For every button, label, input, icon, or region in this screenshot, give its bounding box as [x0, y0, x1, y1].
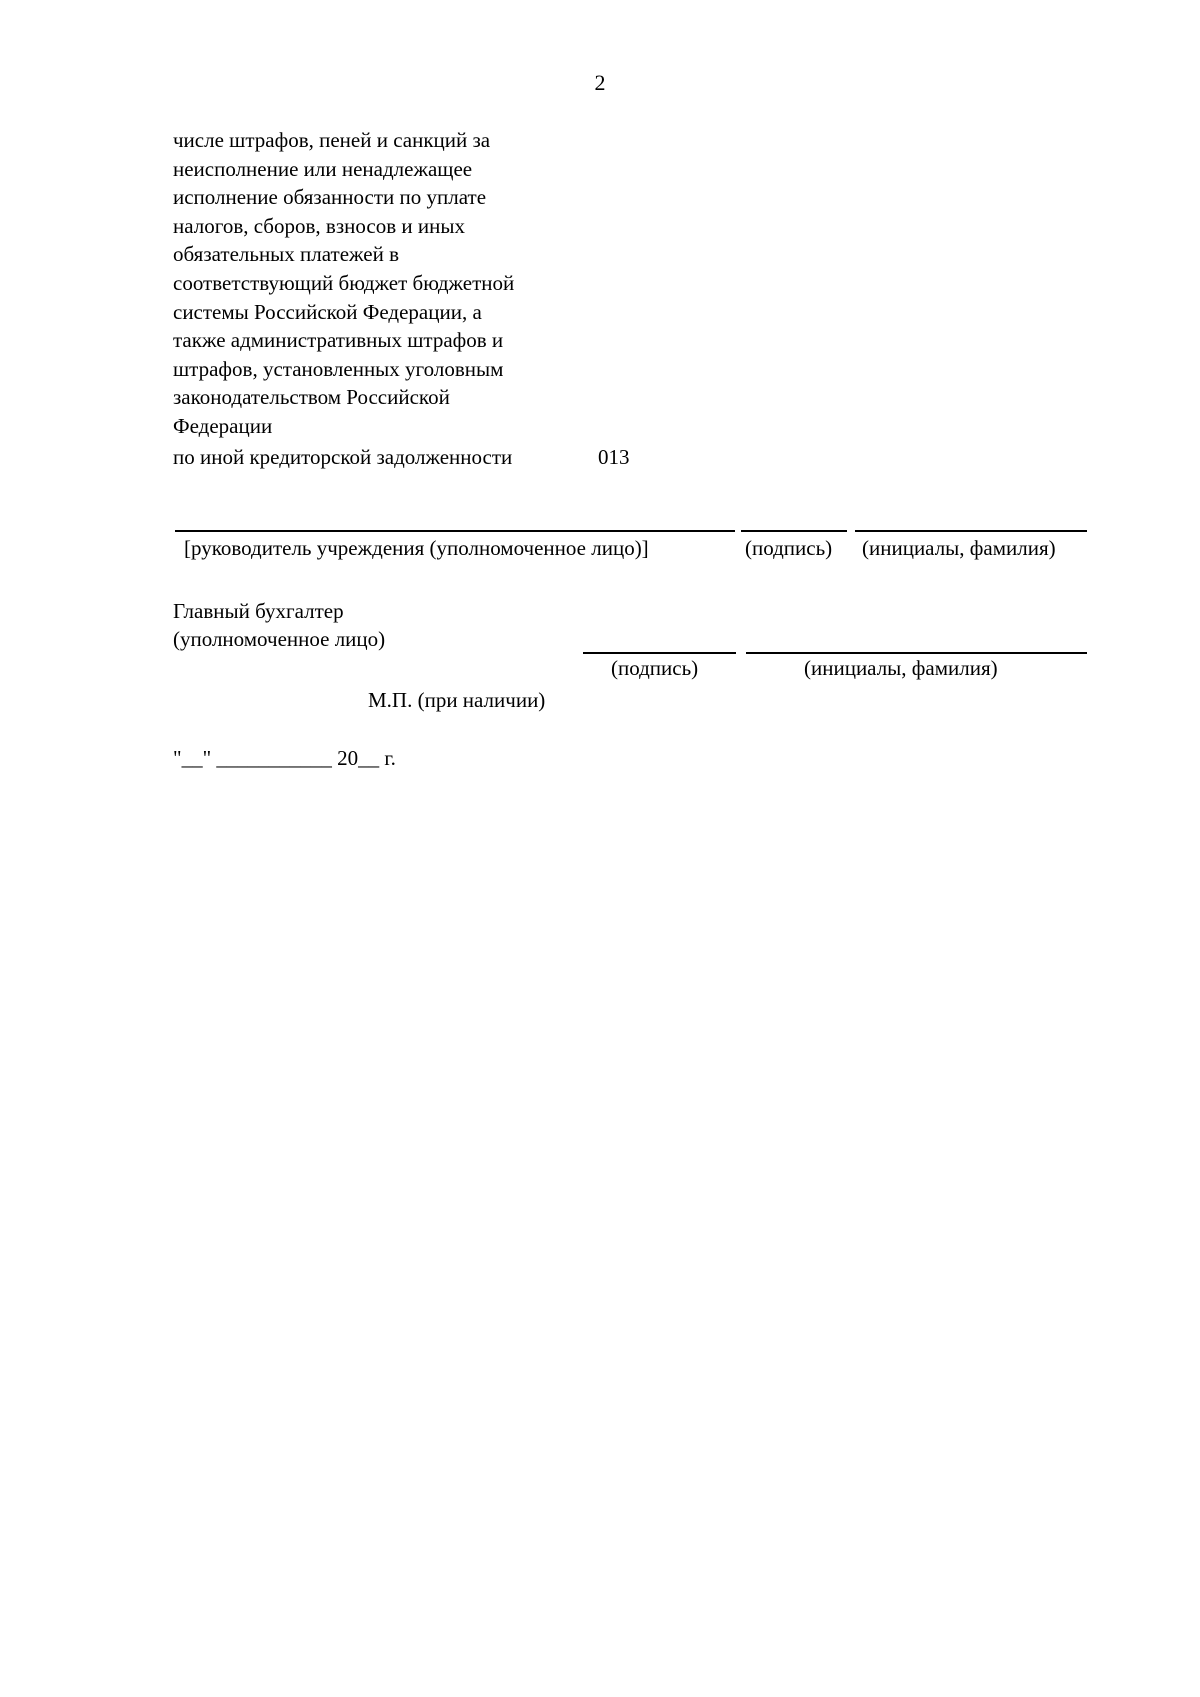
head-name-line	[855, 530, 1087, 532]
description-line: числе штрафов, пеней и санкций за	[173, 128, 491, 152]
head-signature-line	[741, 530, 847, 532]
other-debt-label: по иной кредиторской задолженности	[173, 445, 513, 469]
date-line: "__" ___________ 20__ г.	[173, 746, 396, 770]
accountant-title-line: (уполномоченное лицо)	[173, 627, 386, 651]
accountant-signature-caption: (подпись)	[611, 656, 699, 680]
description-line: системы Российской Федерации, а	[173, 299, 482, 324]
description-line: соответствующий бюджет бюджетной	[173, 270, 515, 295]
description-line: налогов, сборов, взносов и иных	[173, 213, 465, 238]
description-line: исполнение обязанности по уплате	[173, 185, 487, 210]
accountant-name-caption: (инициалы, фамилия)	[804, 656, 998, 680]
other-debt-code: 013	[598, 445, 630, 469]
head-name-caption: (инициалы, фамилия)	[862, 536, 1056, 560]
head-role-caption: [руководитель учреждения (уполномоченное лицо)]	[184, 536, 649, 560]
description-line: обязательных платежей в	[173, 242, 399, 267]
description-line: также административных штрафов и	[173, 328, 504, 353]
description-line: Федерации	[173, 413, 273, 438]
accountant-title	[173, 597, 385, 653]
head-role-line	[175, 530, 735, 532]
accountant-name-line	[746, 652, 1087, 654]
description-line: неисполнение или ненадлежащее	[173, 156, 473, 181]
accountant-signature-line	[583, 652, 736, 654]
debt-description	[173, 126, 514, 441]
description-line: законодательством Российской	[173, 385, 450, 410]
description-line: штрафов, установленных уголовным	[173, 356, 504, 381]
accountant-title-line: Главный бухгалтер	[173, 599, 344, 623]
stamp-caption: М.П. (при наличии)	[368, 688, 546, 712]
head-signature-caption: (подпись)	[745, 536, 833, 560]
other-debt-row	[173, 445, 630, 470]
page-number: 2	[594, 70, 606, 95]
